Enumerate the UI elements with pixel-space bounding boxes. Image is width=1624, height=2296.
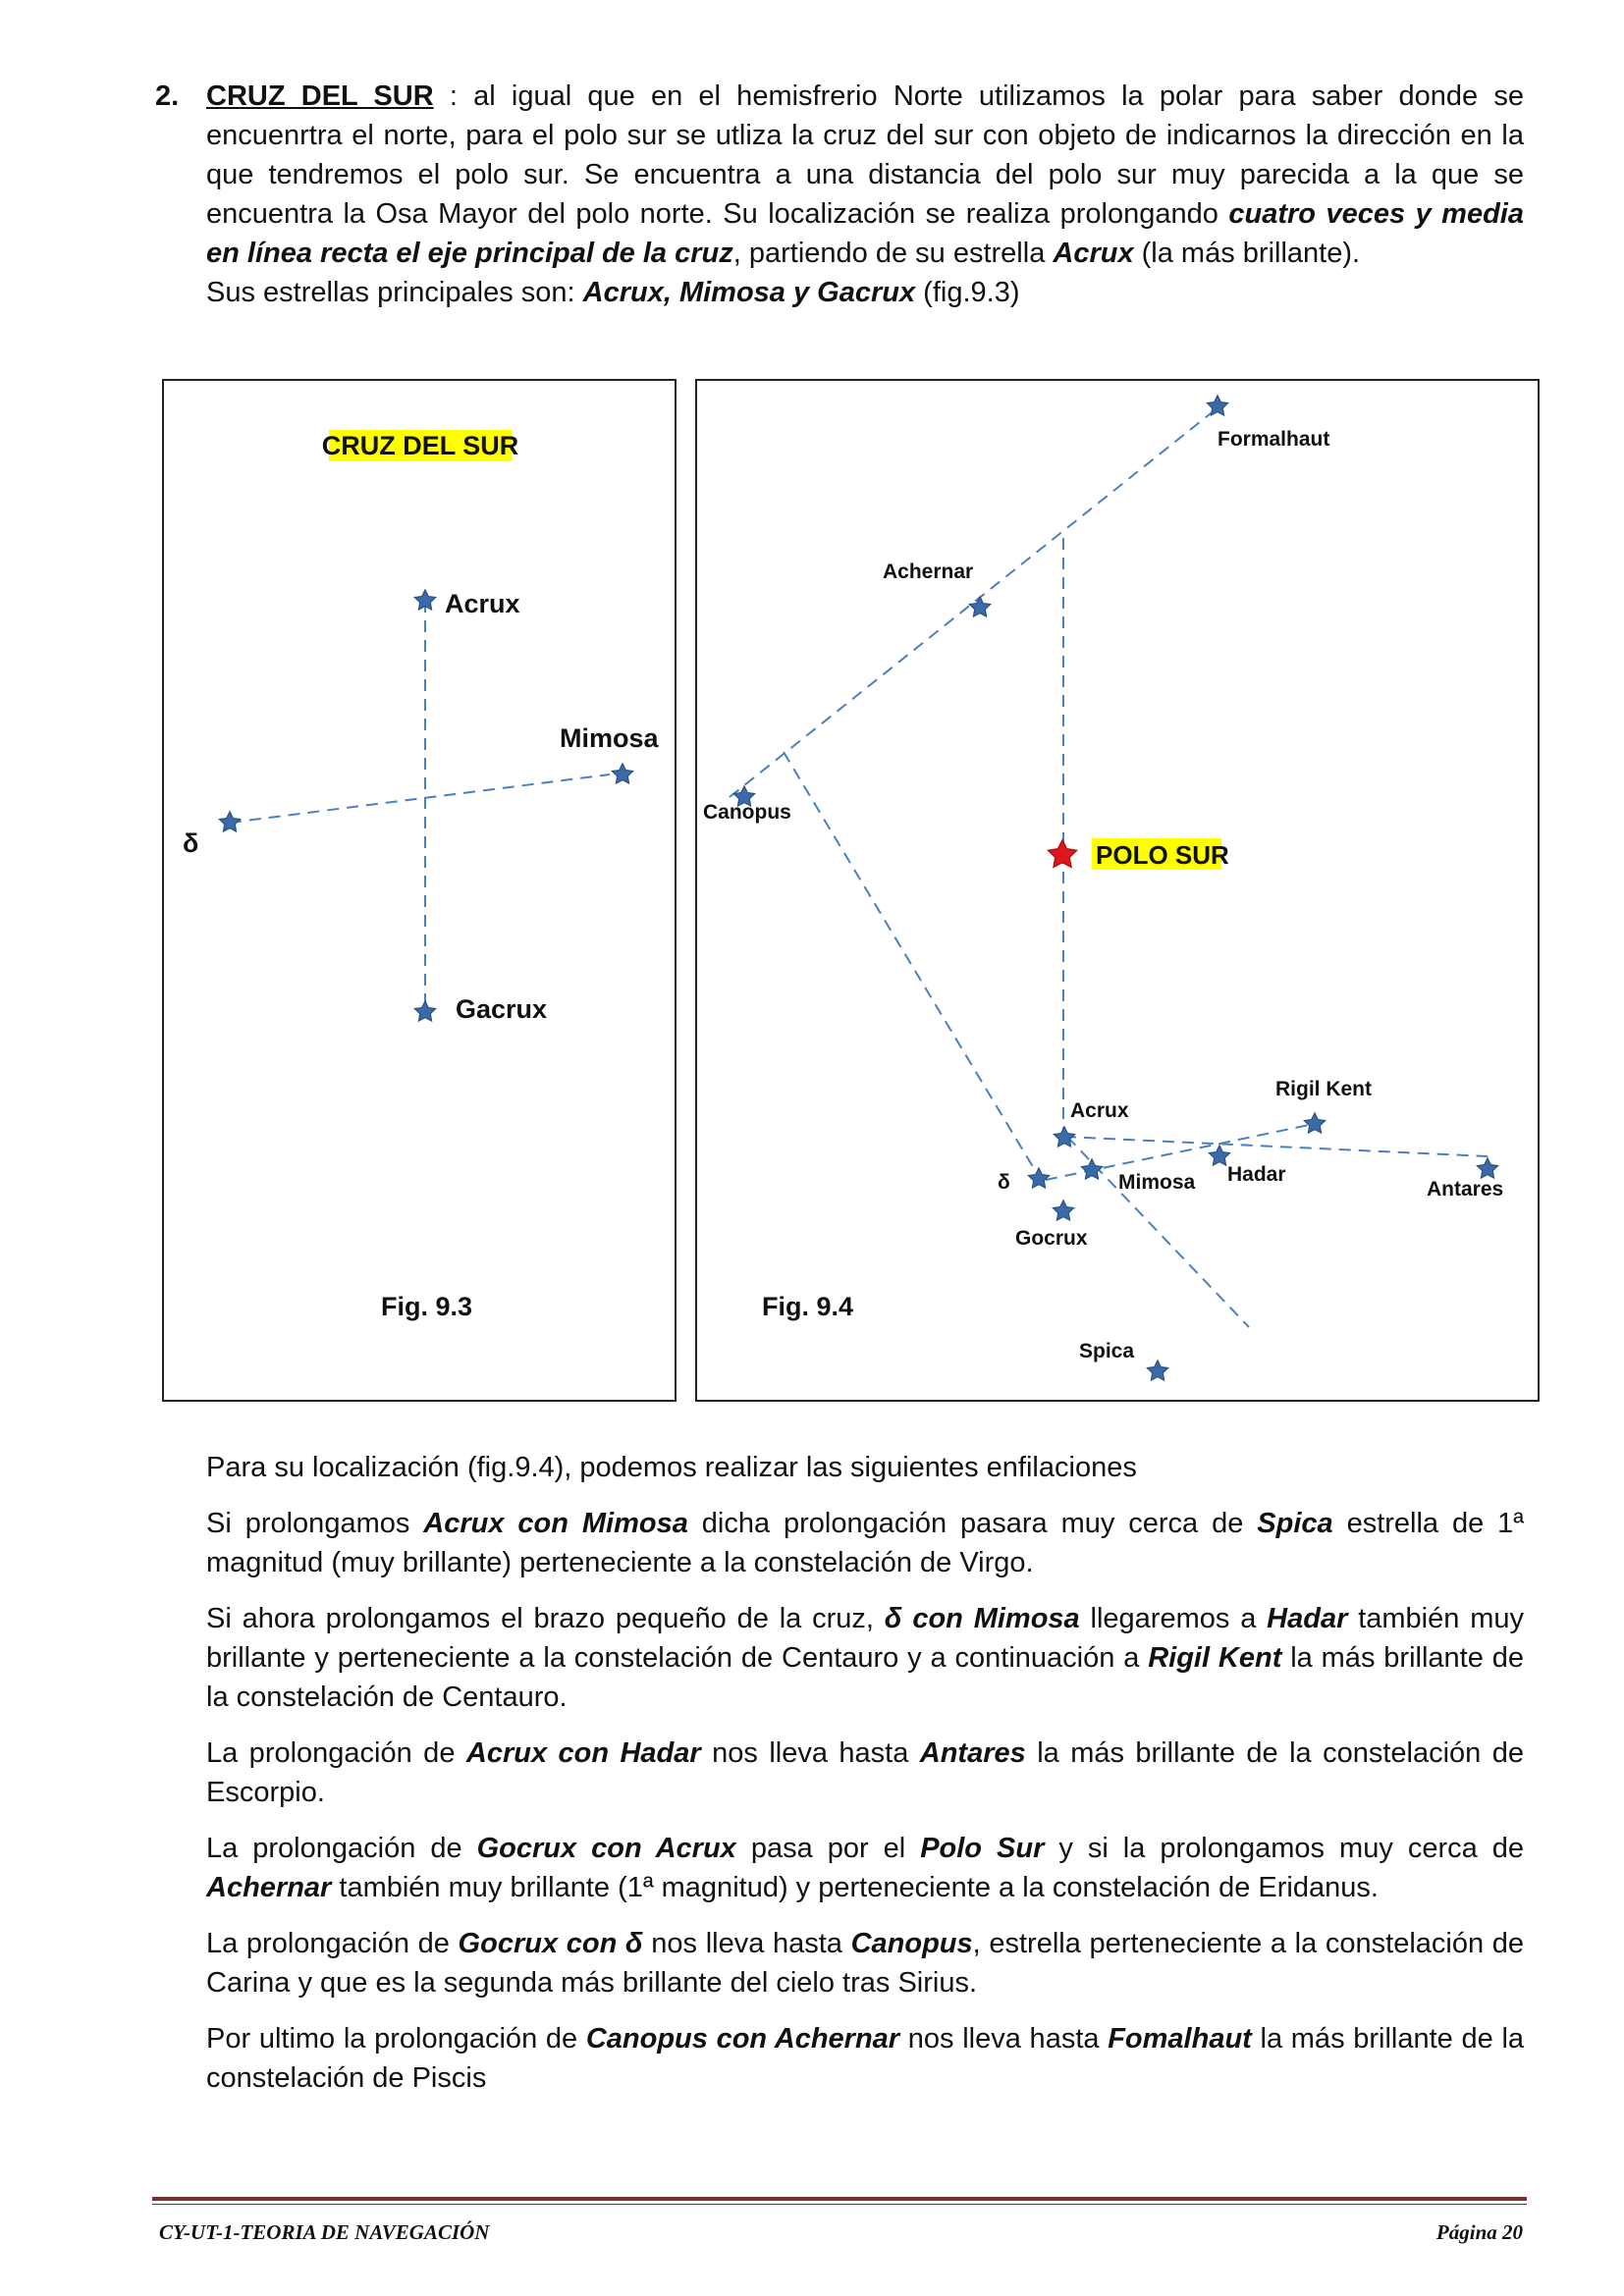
rigil-kent-star [1304, 1113, 1325, 1133]
intro-paragraph [155, 77, 1524, 312]
delta-label: δ [183, 828, 199, 858]
p5-text-g: también muy brillante (1ª magnitud) y perteneciente a la constelación de Eridanus. [331, 1872, 1379, 1903]
delta-star [1028, 1168, 1049, 1188]
p4-text-e: la más brillante de la constelación de Escorpio. [206, 1737, 1524, 1808]
p6-bold-b: Gocrux con δ [458, 1928, 643, 1959]
p3-bold-f: Rigil Kent [1148, 1642, 1282, 1674]
p2-text-c: dicha prolongación pasara muy cerca de [687, 1508, 1258, 1539]
body-paragraph-4 [206, 1734, 1524, 1812]
p7-text-e: la más brillante de la constelación de Piscis [206, 2023, 1525, 2094]
p3-text-a: Si ahora prolongamos el brazo pequeño de la cruz, [206, 1603, 885, 1634]
p4-bold-d: Antares [919, 1737, 1026, 1769]
mimosa-label: Mimosa [560, 723, 659, 753]
intro-text-2: , partiendo de su estrella [732, 238, 1054, 269]
canopus-formalhaut-line [730, 406, 1219, 797]
body-paragraph-3 [206, 1599, 1524, 1717]
p1-text: Para su localización (fig.9.4), podemos realizar las siguientes enfilaciones [206, 1452, 1137, 1483]
delta-canopus-line [784, 752, 1041, 1180]
p3-bold-b: δ con Mimosa [884, 1603, 1080, 1634]
p5-bold-f: Achernar [206, 1872, 332, 1903]
p7-bold-b: Canopus con Achernar [585, 2023, 900, 2055]
figure-9-4-diagram [697, 381, 1538, 1400]
formalhaut-star [1207, 396, 1227, 415]
intro-bold-2: Acrux [1053, 238, 1134, 269]
body-paragraph-1 [206, 1448, 1524, 1487]
rigil-kent-label: Rigil Kent [1275, 1078, 1372, 1100]
intro-line2-bold: Acrux, Mimosa y Gacrux [582, 277, 916, 308]
p4-text-a: La prolongación de [206, 1737, 466, 1769]
p5-bold-d: Polo Sur [920, 1833, 1045, 1864]
gacrux-label: Gacrux [456, 994, 548, 1024]
acrux-label: Acrux [445, 589, 520, 618]
spica-star [1147, 1361, 1167, 1380]
body-paragraph-5 [206, 1829, 1524, 1907]
formalhaut-label: Formalhaut [1218, 428, 1330, 451]
p3-bold-d: Hadar [1267, 1603, 1348, 1634]
cross-arm-line [230, 774, 610, 823]
intro-line2-text: Sus estrellas principales son: [206, 277, 583, 308]
figure-caption: Fig. 9.3 [381, 1292, 473, 1321]
p6-text-a: La prolongación de [206, 1928, 459, 1959]
figure-9-3-diagram [164, 381, 675, 1400]
footer-rule-thin [152, 2204, 1527, 2205]
figure-9-3 [162, 379, 677, 1402]
p4-bold-b: Acrux con Hadar [465, 1737, 701, 1769]
acrux-star [414, 590, 435, 610]
gocrux-star [1053, 1201, 1073, 1220]
p2-bold-d: Spica [1257, 1508, 1333, 1539]
figure-caption: Fig. 9.4 [762, 1292, 854, 1321]
p3-text-e: también muy brillante y perteneciente a la constelación de Centauro y a continuación a [206, 1603, 1524, 1674]
p3-text-g: la más brillante de la constelación de Centauro. [206, 1642, 1524, 1713]
p2-text-a: Si prolongamos [206, 1508, 424, 1539]
mimosa-star [612, 764, 632, 783]
intro-text-3: (la más brillante). [1133, 238, 1361, 269]
mimosa-star [1081, 1159, 1102, 1179]
gacrux-star [414, 1001, 435, 1021]
footer-left: CY-UT-1-TEORIA DE NAVEGACIÓN [159, 2220, 490, 2244]
south-pole-star [1048, 840, 1076, 868]
mimosa-label: Mimosa [1118, 1171, 1196, 1194]
antares-label: Antares [1427, 1178, 1504, 1201]
p2-bold-b: Acrux con Mimosa [423, 1508, 688, 1539]
intro-bold-1: cuatro veces y media en línea recta el eje principal de la cruz [206, 198, 1524, 269]
hadar-label: Hadar [1227, 1163, 1286, 1186]
antares-star [1477, 1158, 1497, 1178]
intro-line2-end: (fig.9.3) [915, 277, 1020, 308]
acrux-antares-line [1064, 1137, 1488, 1156]
figure-9-4 [695, 379, 1540, 1402]
body-paragraph-7 [206, 2019, 1524, 2098]
p7-text-a: Por ultimo la prolongación de [206, 2023, 586, 2055]
p5-text-a: La prolongación de [206, 1833, 477, 1864]
achernar-label: Achernar [883, 561, 974, 583]
delta-label: δ [998, 1171, 1010, 1194]
body-paragraph-2 [206, 1504, 1524, 1582]
canopus-label: Canopus [703, 801, 791, 824]
p6-text-c: nos lleva hasta [642, 1928, 851, 1959]
footer-rule [152, 2197, 1527, 2201]
spica-label: Spica [1079, 1340, 1135, 1362]
delta-star [219, 812, 240, 831]
acrux-star [1054, 1127, 1074, 1147]
acrux-label: Acrux [1070, 1099, 1129, 1122]
p3-text-c: llegaremos a [1079, 1603, 1268, 1634]
p7-text-c: nos lleva hasta [899, 2023, 1109, 2055]
polo-sur-label: POLO SUR [1096, 840, 1229, 870]
p5-bold-b: Gocrux con Acrux [476, 1833, 736, 1864]
page-number: Página 20 [1435, 2220, 1523, 2244]
figure-title: CRUZ DEL SUR [321, 431, 519, 460]
p6-text-e: , estrella perteneciente a la constelación de Carina y que es la segunda más brillante del cielo tras Sirius. [206, 1928, 1525, 1999]
body-paragraph-6 [206, 1924, 1524, 2002]
p7-bold-d: Fomalhaut [1108, 2023, 1252, 2055]
section-number: 2. [155, 80, 180, 112]
section-title: CRUZ DEL SUR [206, 80, 434, 112]
intro-text-1: : al igual que en el hemisfrerio Norte utilizamos la polar para saber donde se encuenrtra el norte, para el polo sur se utliza la cruz del sur con objeto de indicarnos la dirección en la que tendremos el polo sur. Se encuentra a una distancia del polo sur muy parecida a la que se encuentra la Osa Mayor del polo norte. Su localización se realiza prolongando [206, 80, 1524, 230]
p5-text-e: y si la prolongamos muy cerca de [1044, 1833, 1524, 1864]
achernar-star [969, 597, 990, 616]
gocrux-label: Gocrux [1015, 1227, 1088, 1250]
p2-text-e: estrella de 1ª magnitud (muy brillante) perteneciente a la constelación de Virgo. [206, 1508, 1525, 1578]
p5-text-c: pasa por el [735, 1833, 921, 1864]
p6-bold-d: Canopus [850, 1928, 973, 1959]
p4-text-c: nos lleva hasta [700, 1737, 920, 1769]
